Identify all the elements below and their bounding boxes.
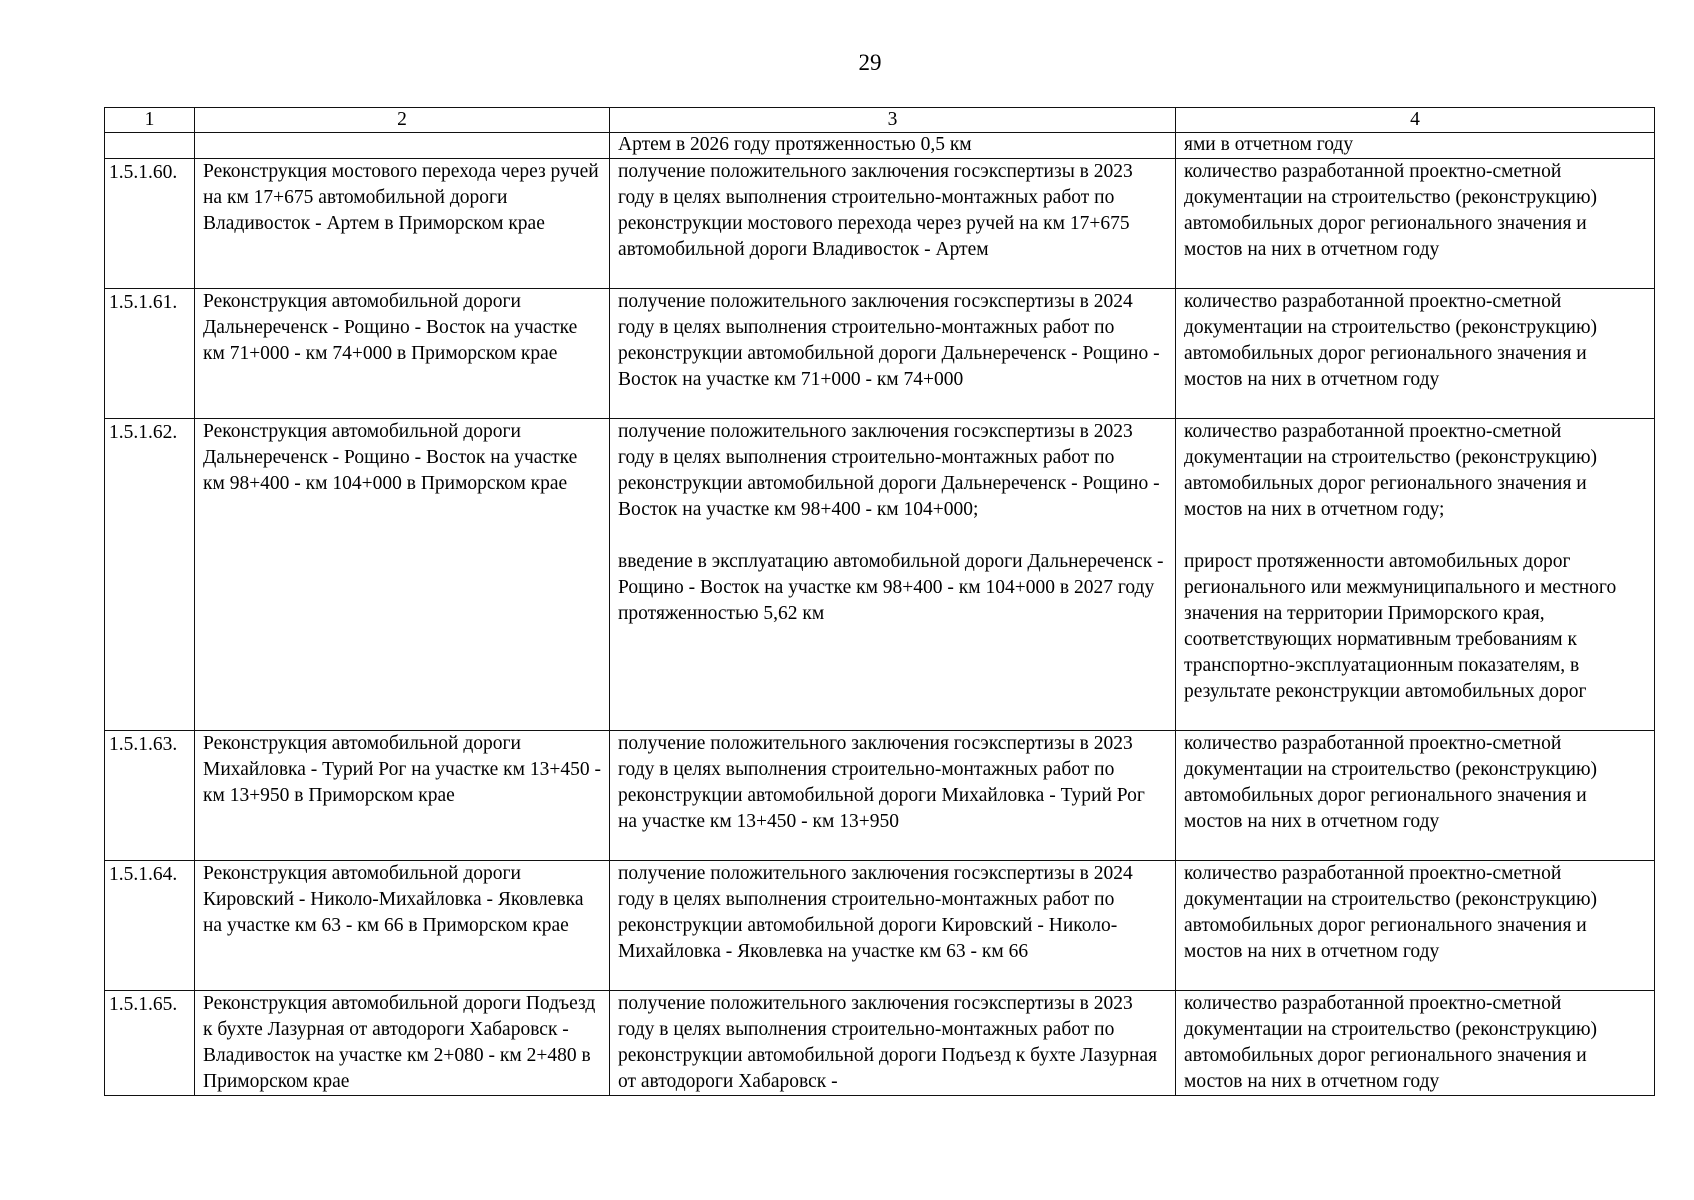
- table-row: [105, 419, 1655, 731]
- measure-name: Реконструкция автомобильной дороги Подъезд к бухте Лазурная от автодороги Хабаровск - Владивосток на участке км 2+080 - км 2+480 в Приморском крае: [195, 991, 610, 1096]
- expected-result: введение в эксплуатацию автомобильной дороги Дальнереченск - Рощино - Восток на участке км 98+400 - км 104+000 в 2027 году протяженностью 5,62 км: [618, 551, 1164, 624]
- page-number: 29: [858, 50, 882, 75]
- continuation-cell-indicator: ями в отчетном году: [1176, 133, 1655, 159]
- row-number: 1.5.1.60.: [105, 159, 195, 289]
- expected-result: получение положительного заключения госэкспертизы в 2023 году в целях выполнения строительно-монтажных работ по реконструкции автомобильной дороги Подъезд к бухте Лазурная от автодороги Хабаровск -: [610, 991, 1176, 1096]
- row-number: 1.5.1.62.: [105, 419, 195, 731]
- column-header: 2: [195, 108, 610, 133]
- expected-result-cell: [610, 419, 1176, 731]
- row-number: 1.5.1.61.: [105, 289, 195, 419]
- indicator: количество разработанной проектно-сметной документации на строительство (реконструкцию) автомобильных дорог регионального значения и мостов на них в отчетном году: [1176, 991, 1655, 1096]
- row-number: 1.5.1.63.: [105, 731, 195, 861]
- continuation-cell-number: [105, 133, 195, 159]
- indicator: количество разработанной проектно-сметной документации на строительство (реконструкцию) автомобильных дорог регионального значения и мостов на них в отчетном году: [1176, 861, 1655, 991]
- continuation-row: [105, 133, 1655, 159]
- measure-name: Реконструкция автомобильной дороги Михайловка - Турий Рог на участке км 13+450 - км 13+950 в Приморском крае: [195, 731, 610, 861]
- indicator-cell: [1176, 419, 1655, 731]
- table-row: [105, 289, 1655, 419]
- column-header-row: [105, 108, 1655, 133]
- expected-result: получение положительного заключения госэкспертизы в 2023 году в целях выполнения строительно-монтажных работ по реконструкции автомобильной дороги Дальнереченск - Рощино - Восток на участке км 98+400 - км 104+000;: [618, 421, 1160, 520]
- table-row: [105, 731, 1655, 861]
- row-number: 1.5.1.65.: [105, 991, 195, 1096]
- table-row: [105, 991, 1655, 1096]
- indicator: прирост протяженности автомобильных дорог регионального или межмуниципального и местного значения на территории Приморского края, соответствующих нормативным требованиям к транспортно-эксплуатационным показателям, в результате реконструкции автомобильных дорог: [1184, 551, 1617, 702]
- indicator: количество разработанной проектно-сметной документации на строительство (реконструкцию) автомобильных дорог регионального значения и мостов на них в отчетном году: [1176, 289, 1655, 419]
- expected-result: получение положительного заключения госэкспертизы в 2023 году в целях выполнения строительно-монтажных работ по реконструкции мостового перехода через ручей на км 17+675 автомобильной дороги Владивосток - Артем: [610, 159, 1176, 289]
- measure-name: Реконструкция автомобильной дороги Дальнереченск - Рощино - Восток на участке км 98+400 - км 104+000 в Приморском крае: [195, 419, 610, 731]
- measure-name: Реконструкция автомобильной дороги Кировский - Николо-Михайловка - Яковлевка на участке км 63 - км 66 в Приморском крае: [195, 861, 610, 991]
- table-row: [105, 861, 1655, 991]
- continuation-cell-name: [195, 133, 610, 159]
- column-header: 3: [610, 108, 1176, 133]
- row-number: 1.5.1.64.: [105, 861, 195, 991]
- column-header: 4: [1176, 108, 1655, 133]
- indicator: количество разработанной проектно-сметной документации на строительство (реконструкцию) автомобильных дорог регионального значения и мостов на них в отчетном году: [1176, 159, 1655, 289]
- expected-result: получение положительного заключения госэкспертизы в 2024 году в целях выполнения строительно-монтажных работ по реконструкции автомобильной дороги Дальнереченск - Рощино - Восток на участке км 71+000 - км 74+000: [610, 289, 1176, 419]
- measures-table: [104, 107, 1655, 1096]
- measure-name: Реконструкция мостового перехода через ручей на км 17+675 автомобильной дороги Владивосток - Артем в Приморском крае: [195, 159, 610, 289]
- indicator: количество разработанной проектно-сметной документации на строительство (реконструкцию) автомобильных дорог регионального значения и мостов на них в отчетном году;: [1184, 421, 1598, 520]
- expected-result: получение положительного заключения госэкспертизы в 2023 году в целях выполнения строительно-монтажных работ по реконструкции автомобильной дороги Михайловка - Турий Рог на участке км 13+450 - км 13+950: [610, 731, 1176, 861]
- table-row: [105, 159, 1655, 289]
- continuation-cell-result: Артем в 2026 году протяженностью 0,5 км: [610, 133, 1176, 159]
- column-header: 1: [105, 108, 195, 133]
- indicator: количество разработанной проектно-сметной документации на строительство (реконструкцию) автомобильных дорог регионального значения и мостов на них в отчетном году: [1176, 731, 1655, 861]
- expected-result: получение положительного заключения госэкспертизы в 2024 году в целях выполнения строительно-монтажных работ по реконструкции автомобильной дороги Кировский - Николо-Михайловка - Яковлевка на участке км 63 - км 66: [610, 861, 1176, 991]
- measure-name: Реконструкция автомобильной дороги Дальнереченск - Рощино - Восток на участке км 71+000 - км 74+000 в Приморском крае: [195, 289, 610, 419]
